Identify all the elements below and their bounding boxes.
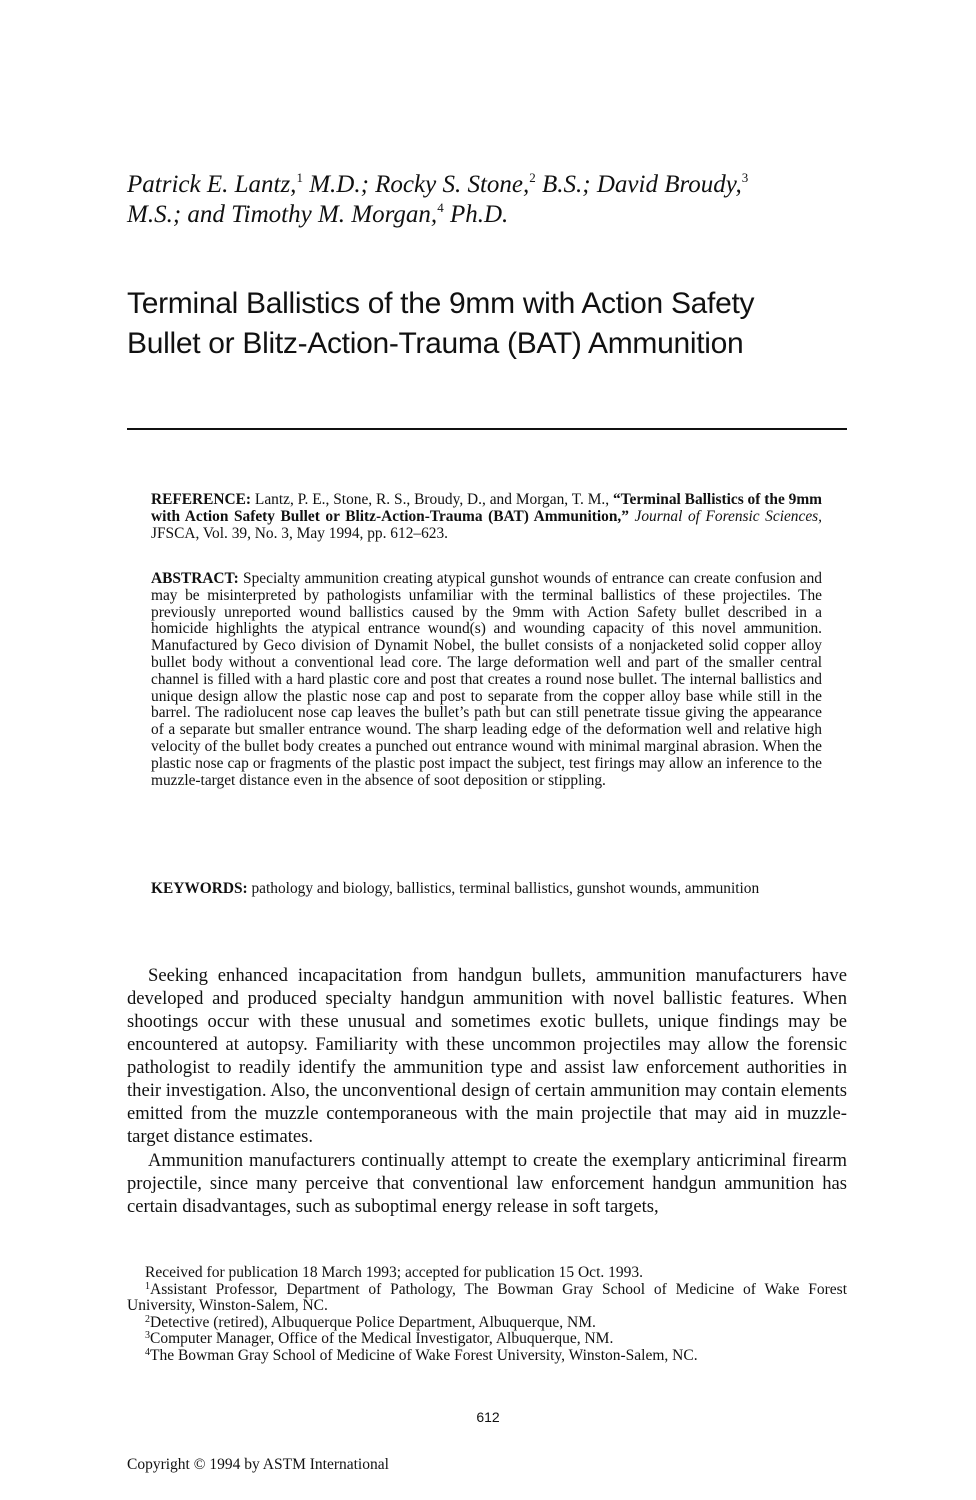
reference-details: JFSCA, Vol. 39, No. 3, May 1994, pp. 612–623. — [151, 524, 449, 542]
body-paragraph: Ammunition manufacturers continually attempt to create the exemplary anticriminal firearm projectile, since many perceive that conventional law enforcement handgun ammunition has certain disadvantages, such as suboptimal energy release in soft targets, — [127, 1150, 847, 1217]
author-name: Rocky S. Stone, — [375, 171, 530, 198]
footnote-text: Assistant Professor, Department of Pathology, The Bowman Gray School of Medicine of Wake Forest University, Winston-Salem, NC. — [127, 1280, 847, 1314]
reference-authors: Lantz, P. E., Stone, R. S., Broudy, D., and Morgan, T. M., — [251, 491, 613, 508]
author-degree: M.S.; and — [127, 201, 232, 228]
footnote — [127, 1348, 847, 1365]
reference-journal: Journal of Forensic Sciences, — [634, 507, 822, 525]
abstract-label: ABSTRACT: — [151, 570, 239, 587]
footnote-marker: 1 — [296, 170, 303, 185]
page-number: 612 — [476, 1409, 500, 1425]
author-degree: Ph.D. — [443, 201, 509, 228]
footnote-received: Received for publication 18 March 1993; accepted for publication 15 Oct. 1993. — [145, 1264, 643, 1281]
author-name: Timothy M. Morgan, — [231, 201, 438, 228]
title-divider — [127, 428, 847, 430]
keywords-block — [151, 881, 822, 898]
footnote-number: 4 — [145, 1346, 150, 1358]
abstract-text: Specialty ammunition creating atypical gunshot wounds of entrance can create confusion and may be misinterpreted by pathologists unfamiliar with the terminal ballistics of these projectiles. The previously unreported wound ballistics caused by the 9mm with Action Safety bullet described in a homicide highlights the atypical entrance wound(s) and wounding capacity of this novel ammunition. Manufactured by Geco division of Dynamit Nobel, the bullet consists of a nonjacketed solid copper alloy bullet body without a conventional lead core. The large deformation well and part of the smaller central channel is filled with a hard plastic core and post that creates a round nose bullet. The internal ballistics and unique design allow the plastic nose cap and post to separate from the copper alloy base while still in the barrel. The radiolucent nose cap leaves the bullet’s path but can still penetrate tissue giving the appearance of a separate but smaller entrance wound. The sharp leading edge of the deformation well and relative high velocity of the bullet body creates a punched out entrance wound with minimal marginal abrasion. When the plastic nose cap or fragments of the plastic post impact the subject, test firings may allow an inference to the muzzle-target distance even in the absence of soot deposition or stippling. — [151, 570, 822, 789]
footnote-marker: 4 — [437, 200, 444, 215]
footnote — [127, 1315, 847, 1332]
footnotes — [127, 1265, 847, 1364]
reference-block — [151, 492, 822, 542]
footnote-number: 3 — [145, 1330, 150, 1341]
footnote-text: The Bowman Gray School of Medicine of Wake Forest University, Winston-Salem, NC. — [150, 1346, 698, 1364]
footnote-text: Detective (retired), Albuquerque Police Department, Albuquerque, NM. — [150, 1313, 596, 1331]
footnote-number: 1 — [145, 1280, 150, 1292]
footnote-text: Computer Manager, Office of the Medical Investigator, Albuquerque, NM. — [150, 1330, 614, 1347]
copyright-notice: Copyright © 1994 by ASTM International — [127, 1456, 389, 1473]
title-line: Bullet or Blitz-Action-Trauma (BAT) Ammunition — [127, 327, 744, 360]
author-list — [127, 170, 847, 230]
keywords-text: pathology and biology, ballistics, terminal ballistics, gunshot wounds, ammunition — [247, 880, 760, 897]
footnote — [127, 1331, 847, 1348]
footnote-number: 2 — [145, 1313, 150, 1325]
reference-label: REFERENCE: — [151, 491, 252, 508]
keywords-label: KEYWORDS: — [151, 880, 248, 897]
footnote-marker: 3 — [741, 170, 749, 185]
abstract-block — [151, 571, 822, 789]
author-name: David Broudy, — [596, 171, 742, 198]
body-paragraph: Seeking enhanced incapacitation from handgun bullets, ammunition manufacturers have developed and produced specialty handgun ammunition with novel ballistic features. When shootings occur with these unusual and sometimes exotic bullets, unique findings may be encountered at autopsy. Familiarity with these uncommon projectiles may allow the forensic pathologist to readily identify the ammunition type and assist law enforcement authorities in their investigation. Also, the unconventional design of certain ammunition may contain elements emitted from the muzzle contemporaneous with the main projectile that may aid in muzzle-target distance estimates. — [127, 965, 847, 1147]
reference-article-title: “Terminal Ballistics of the 9mm with Action Safety Bullet or Blitz-Action-Trauma (BAT) Ammunition,” — [151, 491, 822, 525]
footnote — [127, 1282, 847, 1315]
author-degree: B.S.; — [535, 171, 597, 198]
paper-title — [127, 284, 847, 364]
footnote-marker: 2 — [529, 170, 536, 185]
author-name: Patrick E. Lantz, — [127, 171, 297, 198]
author-degree: M.D.; — [302, 171, 376, 198]
title-line: Terminal Ballistics of the 9mm with Action Safety — [127, 287, 755, 320]
